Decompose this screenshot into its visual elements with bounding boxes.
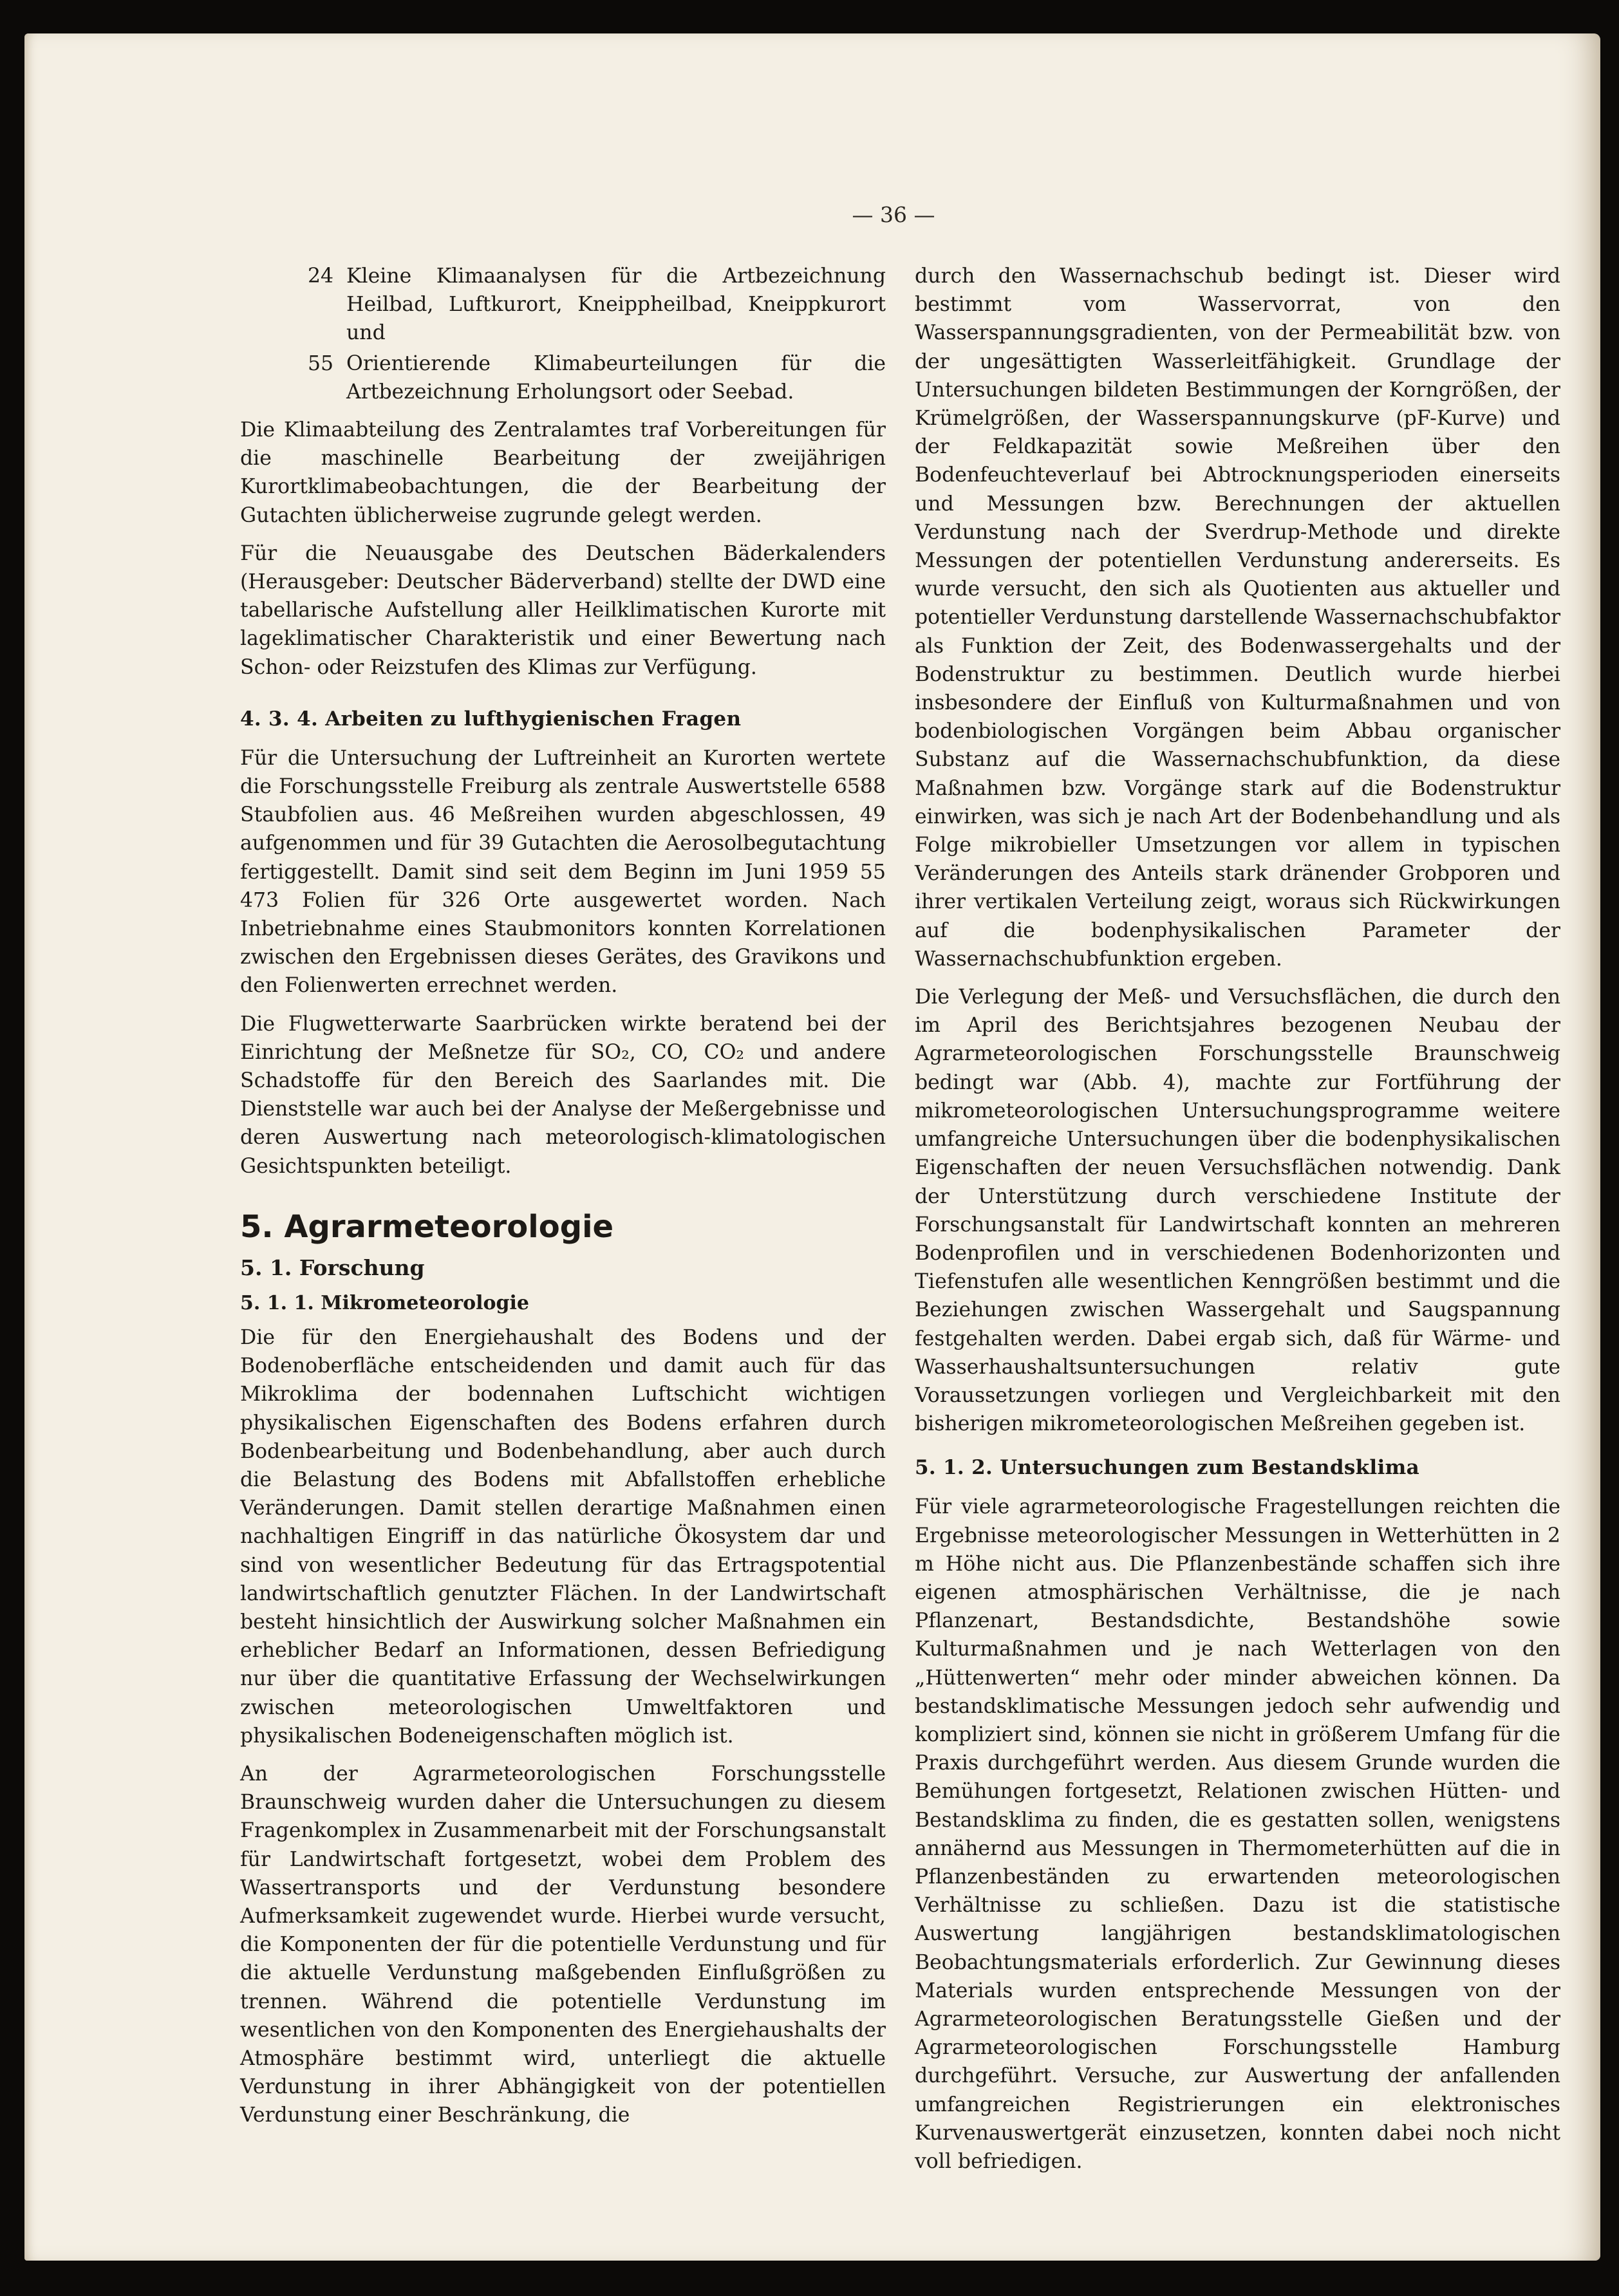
paragraph: An der Agrarmeteorologischen Forschungsstelle Braunschweig wurden daher die Untersuchungen zu diesem Fragenkomplex in Zusammenarbeit mit der Forschungsanstalt für Landwirtschaft fortgesetzt, wobei dem Problem des Wassertransports und der Verdunstung besondere Aufmerksamkeit zugewendet wurde. Hierbei wurde versucht, die Komponenten der für die potentielle Verdunstung und für die aktuelle Verdunstung maßgebenden Einflußgrößen zu trennen. Während die potentielle Verdunstung im wesentlichen von den Komponenten des Energiehaushalts der Atmosphäre bestimmt wird, unterliegt die aktuelle Verdunstung in ihrer Abhängigkeit von der potentiellen Verdunstung einer Beschränkung, die: [240, 1762, 886, 2127]
document-page: [24, 33, 1600, 2261]
paragraph: Für die Untersuchung der Luftreinheit an Kurorten wertete die Forschungsstelle Freiburg als zentrale Auswertstelle 6588 Staubfolien aus. 46 Meßreihen wurden abgeschlossen, 49 aufgenommen und für 39 Gutachten die Aerosolbegutachtung fertiggestellt. Damit sind seit dem Beginn im Juni 1959 55 473 Folien für 326 Orte ausgewertet worden. Nach Inbetriebnahme eines Staubmonitors konnten Korrelationen zwischen den Ergebnissen dieses Gerätes, des Gravikons und den Folienwerten errechnet werden.: [240, 746, 886, 998]
list-item: [308, 262, 886, 348]
list-item-text: Kleine Klimaanalysen für die Artbezeichnung Heilbad, Luftkurort, Kneippheilbad, Kneippkurort und: [346, 265, 886, 345]
list-item-number: 55: [308, 351, 334, 375]
paragraph: Für viele agrarmeteorologische Fragestellungen reichten die Ergebnisse meteorologischer Messungen in Wetterhütten in 2 m Höhe nicht aus. Die Pflanzenbestände schaffen sich ihre eigenen atmosphärischen Verhältnisse, die je nach Pflanzenart, Bestandsdichte, Bestandshöhe sowie Kulturmaßnahmen und je nach Wetterlagen von den „Hüttenwerten“ mehr oder minder abweichen können. Da bestandsklimatische Messungen jedoch sehr aufwendig und kompliziert sind, können sie nicht in größerem Umfang für die Praxis durchgeführt werden. Aus diesem Grunde wurden die Bemühungen fortgesetzt, Relationen zwischen Hütten- und Bestandsklima zu finden, die es gestatten sollen, wenigstens annähernd aus Messungen in Thermometerhütten auf die in Pflanzenbeständen zu erwartenden meteorologischen Verhältnisse zu schließen. Dazu ist die statistische Auswertung langjährigen bestandsklimatologischen Beobachtungsmaterials erforderlich. Zur Gewinnung dieses Materials wurden entsprechende Messungen von der Agrarmeteorologischen Beratungsstelle Gießen und der Agrarmeteorologischen Forschungsstelle Hamburg durchgeführt. Versuche, zur Auswertung der anfallenden umfangreichen Registrierungen ein elektronisches Kurvenauswertgerät einzusetzen, konnten dabei noch nicht voll befriedigen.: [915, 1495, 1560, 2173]
page-number: — 36 —: [852, 202, 935, 227]
list-item: [308, 350, 886, 406]
paragraph: Die für den Energiehaushalt des Bodens und der Bodenoberfläche entscheidenden und damit auch für das Mikroklima der bodennahen Luftschicht wichtigen physikalischen Eigenschaften des Bodens erfahren durch Bodenbearbeitung und Bodenbehandlung, aber auch durch die Belastung des Bodens mit Abfallstoffen erhebliche Veränderungen. Damit stellen derartige Maßnahmen einen nachhaltigen Eingriff in das natürliche Ökosystem dar und sind von wesentlicher Bedeutung für das Ertragspotential landwirtschaftlich genutzter Flächen. In der Landwirtschaft besteht hinsichtlich der Auswirkung solcher Maßnahmen ein erheblicher Bedarf an Informationen, dessen Befriedigung nur über die quantitative Erfassung der Wechselwirkungen zwischen meteorologischen Umweltfaktoren und physikalischen Bodeneigenschaften möglich ist.: [240, 1325, 886, 1748]
right-column: [915, 262, 1560, 2185]
subsection-heading: 5. 1. 2. Untersuchungen zum Bestandsklima: [915, 1456, 1420, 1480]
paragraph: Die Klimaabteilung des Zentralamtes traf Vorbereitungen für die maschinelle Bearbeitung der zweijährigen Kurortklimabeobachtungen, die der Bearbeitung der Gutachten üblicherweise zugrunde gelegt werden.: [240, 418, 886, 527]
paragraph: Die Verlegung der Meß- und Versuchsflächen, die durch den im April des Berichtsjahres bezogenen Neubau der Agrarmeteorologischen Forschungsstelle Braunschweig bedingt war (Abb. 4), machte zur Fortführung der mikrometeorologischen Untersuchungsprogramme weitere umfangreiche Untersuchungen über die bodenphysikalischen Eigenschaften der neuen Versuchsflächen notwendig. Dank der Unterstützung durch verschiedene Institute der Forschungsanstalt für Landwirtschaft konnten an mehreren Bodenprofilen und in verschiedenen Bodenhorizonten und Tiefenstufen alle wesentlichen Kenngrößen bestimmt und die Beziehungen zwischen Wassergehalt und Saugspannung festgehalten werden. Dabei ergab sich, daß für Wärme- und Wasserhaushaltsuntersuchungen relativ gute Voraussetzungen vorliegen und Vergleichbarkeit mit den bisherigen mikrometeorologischen Meßreihen gegeben ist.: [915, 985, 1560, 1436]
paragraph: Für die Neuausgabe des Deutschen Bäderkalenders (Herausgeber: Deutscher Bäderverband) stellte der DWD eine tabellarische Aufstellung aller Heilklimatischen Kurorte mit lageklimatischer Charakteristik und einer Bewertung nach Schon- oder Reizstufen des Klimas zur Verfügung.: [240, 541, 886, 679]
paragraph: Die Flugwetterwarte Saarbrücken wirkte beratend bei der Einrichtung der Meßnetze für SO₂, CO, CO₂ und andere Schadstoffe für den Bereich des Saarlandes mit. Die Dienststelle war auch bei der Analyse der Meßergebnisse und deren Auswertung nach meteorologisch-klimatologischen Gesichtspunkten beteiligt.: [240, 1012, 886, 1178]
subsection-heading: 5. 1. 1. Mikrometeorologie: [240, 1291, 529, 1314]
section-heading: 4. 3. 4. Arbeiten zu lufthygienischen Fragen: [240, 707, 742, 731]
section-heading: 5. 1. Forschung: [240, 1255, 425, 1280]
list-item-number: 24: [308, 265, 334, 288]
paragraph: durch den Wassernachschub bedingt ist. Dieser wird bestimmt vom Wasservorrat, von den Wasserspannungsgradienten, von der Permeabilität bzw. von der ungesättigten Wasserleitfähigkeit. Grundlage der Untersuchungen bildeten Bestimmungen der Korngrößen, der Krümelgrößen, der Wasserspannungskurve (pF-Kurve) und der Feldkapazität sowie Meßreihen über den Bodenfeuchteverlauf bei Abtrocknungsperioden einerseits und Messungen bzw. Berechnungen der aktuellen Verdunstung nach der Sverdrup-Methode und direkte Messungen der potentiellen Verdunstung andererseits. Es wurde versucht, den sich als Quotienten aus aktueller und potentieller Verdunstung darstellende Wassernachschubfaktor als Funktion der Zeit, des Bodenwassergehalts und der Bodenstruktur zu bestimmen. Deutlich wurde hierbei insbesondere der Einfluß von Kulturmaßnahmen und von bodenbiologischen Vorgängen beim Abbau organischer Substanz auf die Wassernachschubfunktion, da diese Maßnahmen bzw. Vorgänge stark auf die Bodenstruktur einwirken, was sich je nach Art der Bodenbehandlung und als Folge mikrobieller Umsetzungen vor allem in typischen Veränderungen des Anteils stark dränender Grobporen und ihrer vertikalen Verteilung zeigt, woraus sich Rückwirkungen auf die bodenphysikalischen Parameter der Wassernachschubfunktion ergeben.: [915, 265, 1560, 971]
list-item-text: Orientierende Klimabeurteilungen für die Artbezeichnung Erholungsort oder Seebad.: [346, 351, 886, 404]
chapter-heading: 5. Agrarmeteorologie: [240, 1208, 614, 1245]
left-column: [240, 262, 886, 2140]
